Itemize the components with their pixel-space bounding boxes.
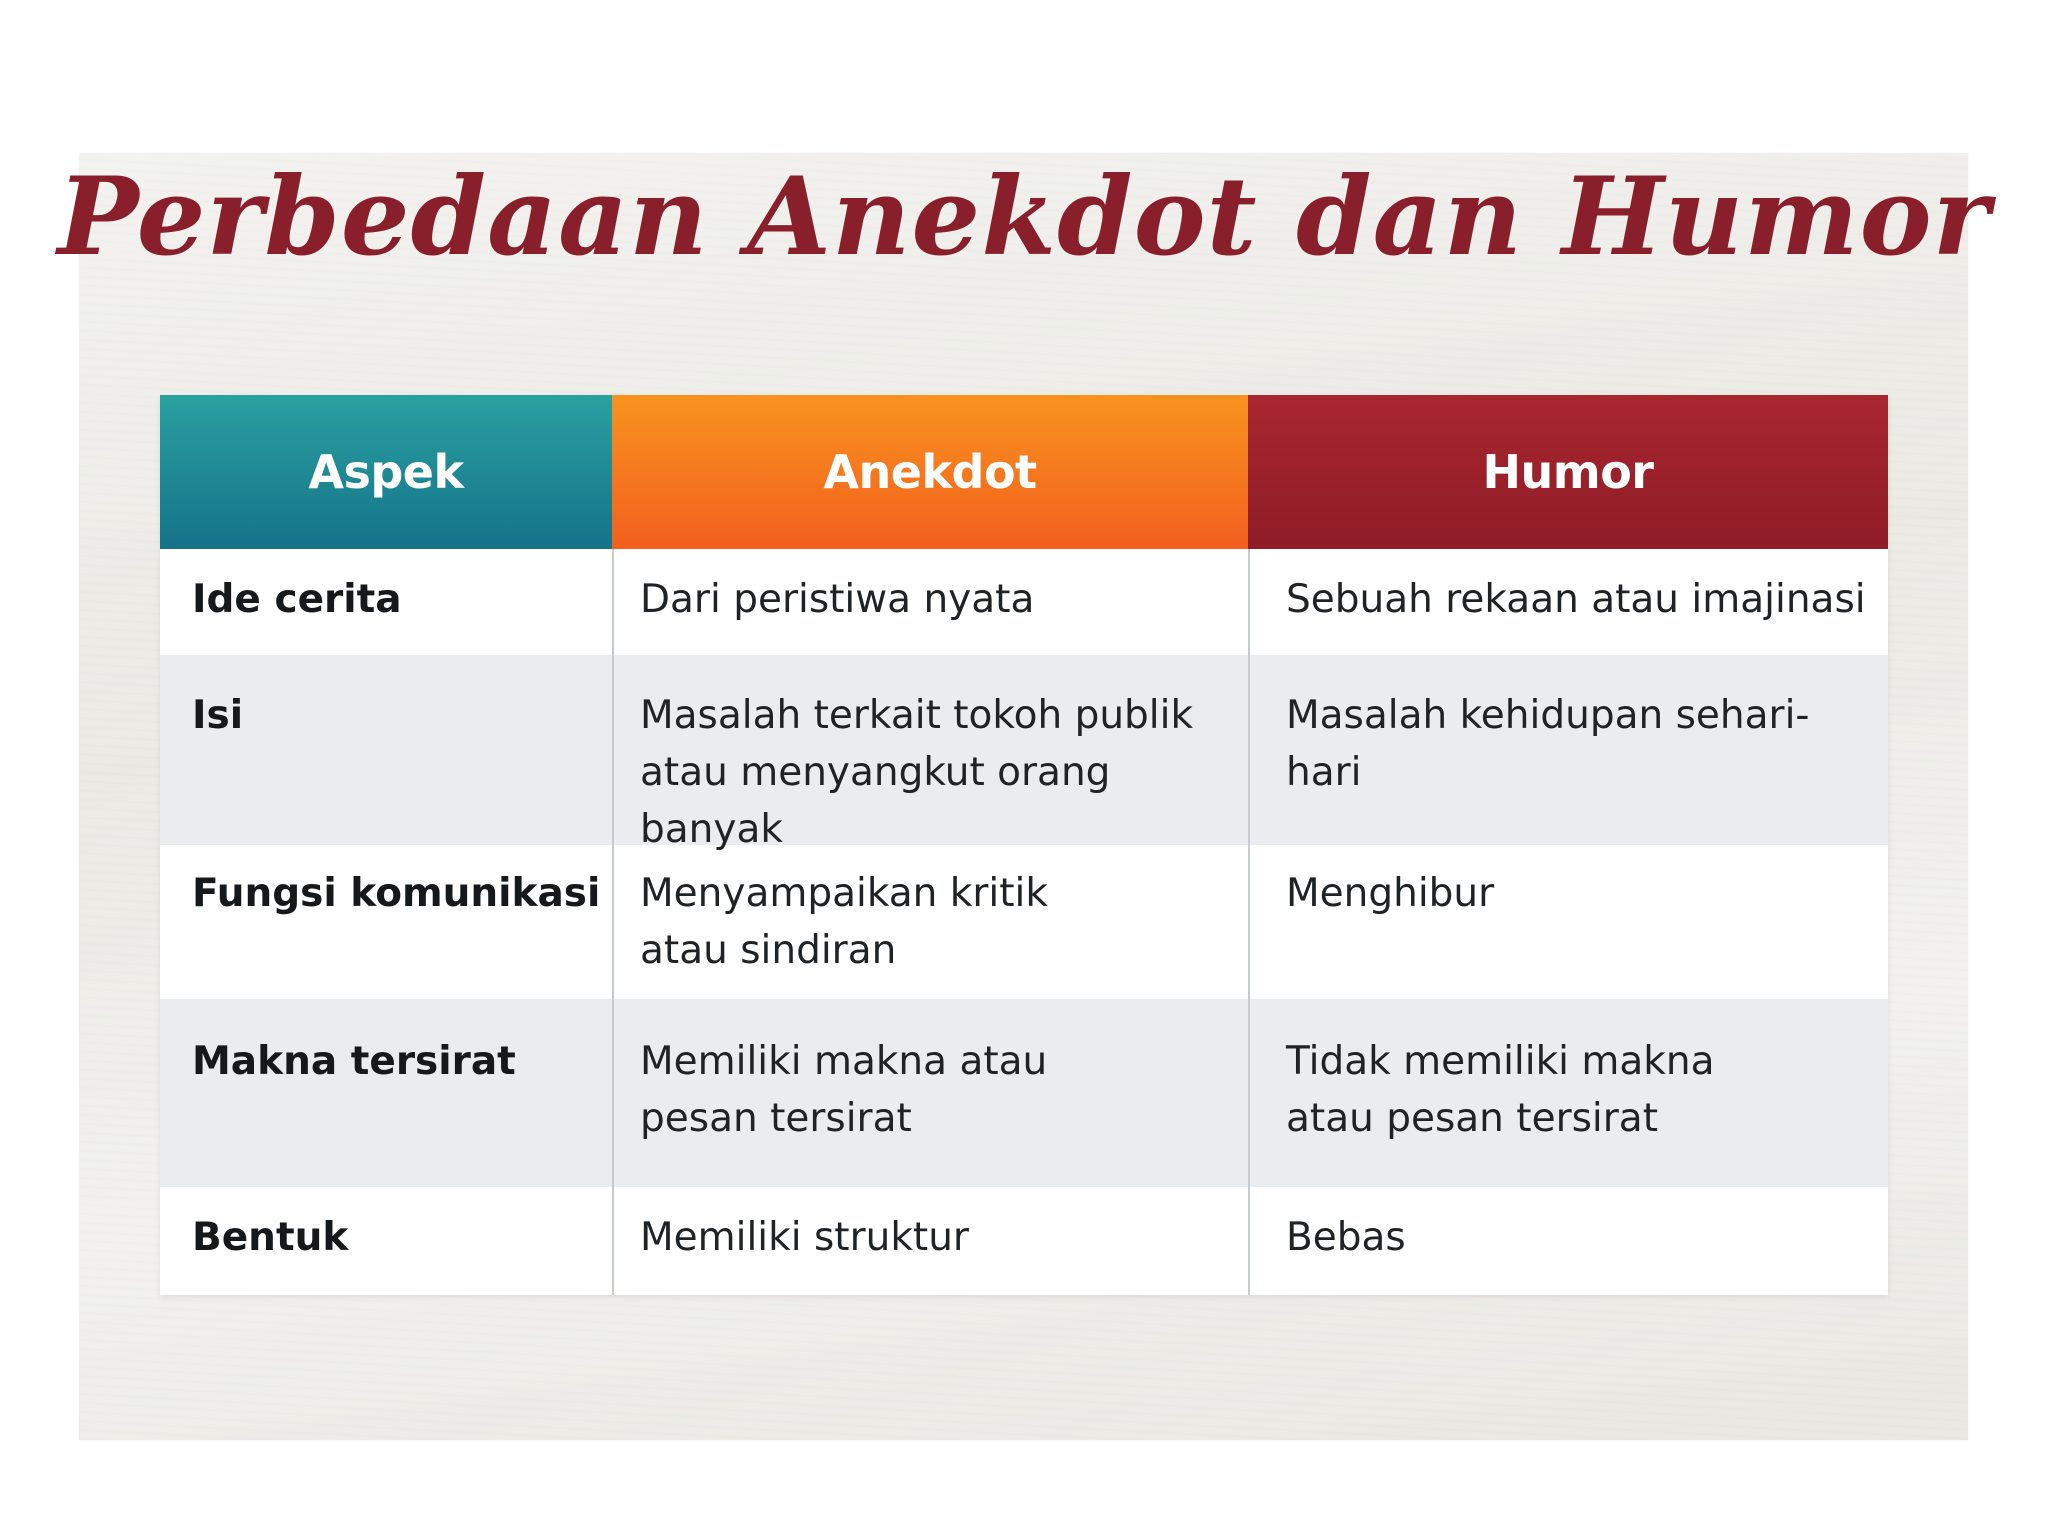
cell-aspek: Bentuk	[192, 1215, 349, 1260]
cell-humor: Tidak memiliki makna atau pesan tersirat	[1248, 999, 1888, 1187]
cell-aspek: Fungsi komunikasi	[192, 871, 601, 916]
table-row	[160, 549, 1888, 655]
header-humor: Humor	[1248, 395, 1888, 549]
cell-aspek: Makna tersirat	[192, 1039, 516, 1084]
cell-humor: Bebas	[1248, 1187, 1888, 1295]
header-aspek: Aspek	[160, 395, 612, 549]
page-title: Perbedaan Anekdot dan Humor	[57, 154, 1991, 280]
cell-humor: Masalah kehidupan sehari-hari	[1248, 655, 1888, 845]
cell-anekdot: Memiliki struktur	[612, 1187, 1248, 1295]
comparison-table	[160, 395, 1888, 1295]
cell-anekdot: Dari peristiwa nyata	[612, 549, 1248, 655]
cell-anekdot: Menyampaikan kritik atau sindiran	[612, 845, 1248, 999]
cell-aspek: Ide cerita	[192, 577, 402, 622]
table-header	[160, 395, 1888, 549]
header-anekdot: Anekdot	[612, 395, 1248, 549]
cell-aspek: Isi	[192, 693, 244, 738]
table-row	[160, 655, 1888, 852]
cell-humor: Menghibur	[1248, 845, 1888, 999]
table-row	[160, 999, 1888, 1187]
cell-humor: Sebuah rekaan atau imajinasi	[1248, 549, 1888, 655]
cell-anekdot: Memiliki makna atau pesan tersirat	[612, 999, 1248, 1187]
cell-anekdot: Masalah terkait tokoh publik atau menyangkut orang banyak	[612, 655, 1248, 845]
table-row	[160, 1187, 1888, 1295]
table-row	[160, 845, 1888, 999]
